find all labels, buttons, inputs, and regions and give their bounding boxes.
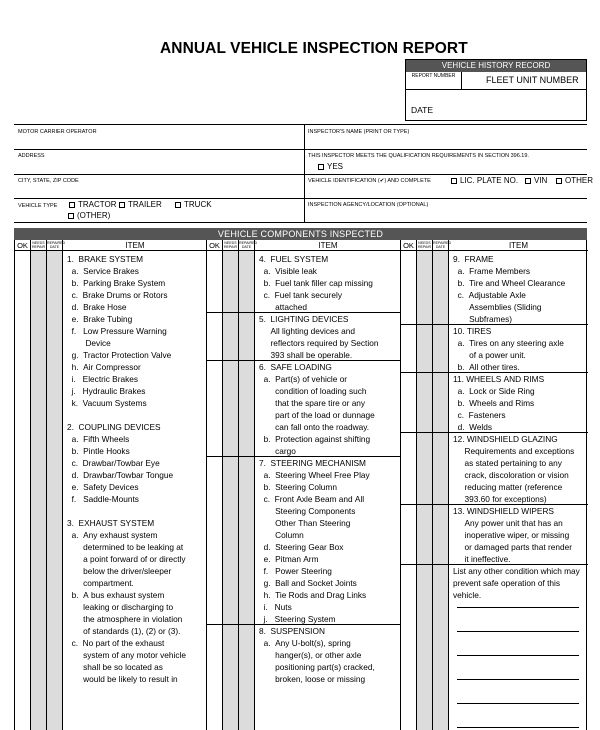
col1-item-line: c. Brake Drums or Rotors: [67, 290, 168, 300]
col3-item-line: List any other condition which may: [453, 566, 580, 576]
col2-item-line: part of the load or dunnage: [259, 410, 375, 420]
write-in-line[interactable]: [457, 631, 579, 632]
col1-item-line: b. Pintle Hooks: [67, 446, 130, 456]
ok-header: OK: [401, 240, 417, 251]
truck-checkbox[interactable]: TRUCK: [171, 200, 212, 209]
component-column-1: [15, 240, 207, 730]
col3-item-line: Assemblies (Sliding: [453, 302, 542, 312]
lic-plate-checkbox[interactable]: LIC. PLATE NO.: [447, 176, 518, 185]
col3-item-line: b. All other tires.: [453, 362, 520, 372]
col3-item-line: reducing matter (reference: [453, 482, 563, 492]
operator-info-section: [14, 124, 593, 223]
other-id-checkbox[interactable]: OTHER: [552, 176, 593, 185]
col2-item-line: broken, loose or missing: [259, 674, 366, 684]
col2-item-line: a. Part(s) of vehicle or: [259, 374, 348, 384]
col3-item-line: b. Wheels and Rims: [453, 398, 535, 408]
components-header: VEHICLE COMPONENTS INSPECTED: [14, 228, 587, 240]
col2-item-line: c. Front Axle Beam and All: [259, 494, 365, 504]
city-label: CITY, STATE, ZIP CODE: [18, 178, 79, 184]
write-in-line[interactable]: [457, 703, 579, 704]
col1-item-line: 2. COUPLING DEVICES: [67, 422, 161, 432]
write-in-line[interactable]: [457, 607, 579, 608]
col1-item-line: j. Hydraulic Brakes: [67, 386, 146, 396]
col1-item-line: a. Service Brakes: [67, 266, 139, 276]
col1-item-line: 3. EXHAUST SYSTEM: [67, 518, 155, 528]
col2-item-line: 393 shall be operable.: [259, 350, 353, 360]
col1-item-line: e. Brake Tubing: [67, 314, 133, 324]
ok-header: OK: [15, 240, 31, 251]
qualification-label: THIS INSPECTOR MEETS THE QUALIFICATION REQUIREMENTS IN SECTION 396.19.: [308, 153, 529, 159]
col2-item-line: 8. SUSPENSION: [259, 626, 325, 636]
write-in-line[interactable]: [457, 655, 579, 656]
tractor-checkbox[interactable]: TRACTOR: [65, 200, 117, 209]
vehicle-id-label: VEHICLE IDENTIFICATION (✔) AND COMPLETE: [308, 178, 431, 184]
col3-item-line: as stated pertaining to any: [453, 458, 562, 468]
needs-repair-header: NEEDS REPAIR: [417, 241, 432, 249]
col1-item-line: below the driver/sleeper: [67, 566, 172, 576]
col3-item-line: a. Tires on any steering axle: [453, 338, 564, 348]
report-number-label: REPORT NUMBER: [406, 72, 462, 89]
report-title: ANNUAL VEHICLE INSPECTION REPORT: [160, 40, 468, 57]
col2-item-line: 7. STEERING MECHANISM: [259, 458, 366, 468]
col3-item-line: prevent safe operation of this: [453, 578, 561, 588]
col1-item-line: determined to be leaking at: [67, 542, 184, 552]
col1-item-line: Device: [67, 338, 111, 348]
col2-item-line: Other Than Steering: [259, 518, 351, 528]
col3-item-line: 393.60 for exceptions): [453, 494, 547, 504]
col2-item-line: positioning part(s) cracked,: [259, 662, 375, 672]
col3-item-line: a. Lock or Side Ring: [453, 386, 535, 396]
col2-item-line: attached: [259, 302, 307, 312]
col1-item-line: d. Drawbar/Towbar Tongue: [67, 470, 174, 480]
col1-item-line: d. Brake Hose: [67, 302, 127, 312]
col2-item-line: All lighting devices and: [259, 326, 355, 336]
col3-item-line: or damaged parts that render: [453, 542, 572, 552]
component-column-3: [401, 240, 588, 730]
trailer-checkbox[interactable]: TRAILER: [115, 200, 162, 209]
col3-item-line: Subframes): [453, 314, 513, 324]
date-label: DATE: [411, 105, 434, 115]
vin-checkbox[interactable]: VIN: [521, 176, 547, 185]
col1-item-line: would be likely to result in: [67, 674, 178, 684]
col1-item-line: e. Safety Devices: [67, 482, 139, 492]
col2-item-line: hanger(s), or other axle: [259, 650, 362, 660]
col2-item-line: e. Pitman Arm: [259, 554, 319, 564]
col1-item-line: system of any motor vehicle: [67, 650, 186, 660]
components-grid: [14, 240, 587, 730]
write-in-line[interactable]: [457, 727, 579, 728]
inspector-name-label: INSPECTOR'S NAME (PRINT OR TYPE): [308, 129, 410, 135]
repaired-date-header: REPAIRED DATE: [239, 241, 258, 249]
col3-item-line: c. Fasteners: [453, 410, 506, 420]
col1-item-line: a point forward of or directly: [67, 554, 186, 564]
col2-item-line: that the spare tire or any: [259, 398, 366, 408]
col1-item-line: leaking or discharging to: [67, 602, 174, 612]
needs-repair-header: NEEDS REPAIR: [31, 241, 46, 249]
col2-item-line: cargo: [259, 446, 296, 456]
col2-item-line: b. Steering Column: [259, 482, 337, 492]
col2-item-line: Steering Components: [259, 506, 356, 516]
address-label: ADDRESS: [18, 153, 45, 159]
component-column-2: [207, 240, 401, 730]
vehicle-type-label: VEHICLE TYPE: [18, 203, 58, 209]
repaired-date-header: REPAIRED DATE: [47, 241, 66, 249]
agency-label: INSPECTION AGENCY/LOCATION (OPTIONAL): [308, 202, 429, 208]
col1-item-line: c. Drawbar/Towbar Eye: [67, 458, 160, 468]
other-type-checkbox[interactable]: (OTHER): [64, 211, 110, 220]
write-in-line[interactable]: [457, 679, 579, 680]
col3-item-line: d. Welds: [453, 422, 493, 432]
vehicle-history-record: [405, 59, 587, 121]
col3-item-line: a. Frame Members: [453, 266, 530, 276]
col1-item-line: g. Tractor Protection Valve: [67, 350, 172, 360]
col2-item-line: d. Steering Gear Box: [259, 542, 344, 552]
col1-item-line: of standards (1), (2) or (3).: [67, 626, 181, 636]
col2-item-line: j. Steering System: [259, 614, 336, 624]
col3-item-line: Any power unit that has an: [453, 518, 563, 528]
col2-item-line: h. Tie Rods and Drag Links: [259, 590, 367, 600]
col3-item-line: it ineffective.: [453, 554, 511, 564]
col2-item-line: condition of loading such: [259, 386, 367, 396]
col2-item-line: c. Fuel tank securely: [259, 290, 343, 300]
col3-item-line: Requirements and exceptions: [453, 446, 575, 456]
motor-carrier-label: MOTOR CARRIER OPERATOR: [18, 129, 97, 135]
history-header: VEHICLE HISTORY RECORD: [406, 60, 586, 72]
col1-item-line: b. A bus exhaust system: [67, 590, 165, 600]
col1-item-line: 1. BRAKE SYSTEM: [67, 254, 144, 264]
yes-checkbox[interactable]: YES: [314, 162, 343, 171]
col3-item-line: of a power unit.: [453, 350, 526, 360]
col3-item-line: 12. WINDSHIELD GLAZING: [453, 434, 558, 444]
col2-item-line: a. Steering Wheel Free Play: [259, 470, 370, 480]
col1-item-line: compartment.: [67, 578, 134, 588]
col2-item-line: a. Any U-bolt(s), spring: [259, 638, 351, 648]
col2-item-line: i. Nuts: [259, 602, 292, 612]
col2-item-line: f. Power Steering: [259, 566, 332, 576]
col2-item-line: can fall onto the roadway.: [259, 422, 370, 432]
col3-item-line: vehicle.: [453, 590, 482, 600]
col1-item-line: f. Low Pressure Warning: [67, 326, 167, 336]
col3-item-line: inoperative wiper, or missing: [453, 530, 570, 540]
col2-item-line: reflectors required by Section: [259, 338, 379, 348]
col1-item-line: the atmosphere in violation: [67, 614, 183, 624]
col1-item-line: c. No part of the exhaust: [67, 638, 165, 648]
col1-item-line: k. Vacuum Systems: [67, 398, 147, 408]
col3-item-line: 9. FRAME: [453, 254, 494, 264]
needs-repair-header: NEEDS REPAIR: [223, 241, 238, 249]
col3-item-line: b. Tire and Wheel Clearance: [453, 278, 566, 288]
col3-item-line: crack, discoloration or vision: [453, 470, 569, 480]
col2-item-line: 4. FUEL SYSTEM: [259, 254, 329, 264]
col2-item-line: g. Ball and Socket Joints: [259, 578, 357, 588]
col3-item-line: 13. WINDSHIELD WIPERS: [453, 506, 554, 516]
col1-item-line: a. Any exhaust system: [67, 530, 158, 540]
item-header: ITEM: [255, 240, 401, 251]
col1-item-line: b. Parking Brake System: [67, 278, 166, 288]
col2-item-line: Column: [259, 530, 304, 540]
item-header: ITEM: [449, 240, 588, 251]
col2-item-line: b. Fuel tank filler cap missing: [259, 278, 373, 288]
col3-item-line: 10. TIRES: [453, 326, 492, 336]
col1-item-line: i. Electric Brakes: [67, 374, 139, 384]
col2-item-line: a. Visible leak: [259, 266, 317, 276]
col2-item-line: b. Protection against shifting: [259, 434, 371, 444]
col1-item-line: a. Fifth Wheels: [67, 434, 130, 444]
col3-item-line: c. Adjustable Axle: [453, 290, 526, 300]
ok-header: OK: [207, 240, 223, 251]
col1-item-line: f. Saddle-Mounts: [67, 494, 139, 504]
col3-item-line: 11. WHEELS AND RIMS: [453, 374, 545, 384]
repaired-date-header: REPAIRED DATE: [433, 241, 452, 249]
col1-item-line: shall be so located as: [67, 662, 163, 672]
col1-item-line: h. Air Compressor: [67, 362, 141, 372]
fleet-unit-label: FLEET UNIT NUMBER: [486, 75, 579, 85]
col2-item-line: 6. SAFE LOADING: [259, 362, 332, 372]
col2-item-line: 5. LIGHTING DEVICES: [259, 314, 349, 324]
item-header: ITEM: [63, 240, 207, 251]
